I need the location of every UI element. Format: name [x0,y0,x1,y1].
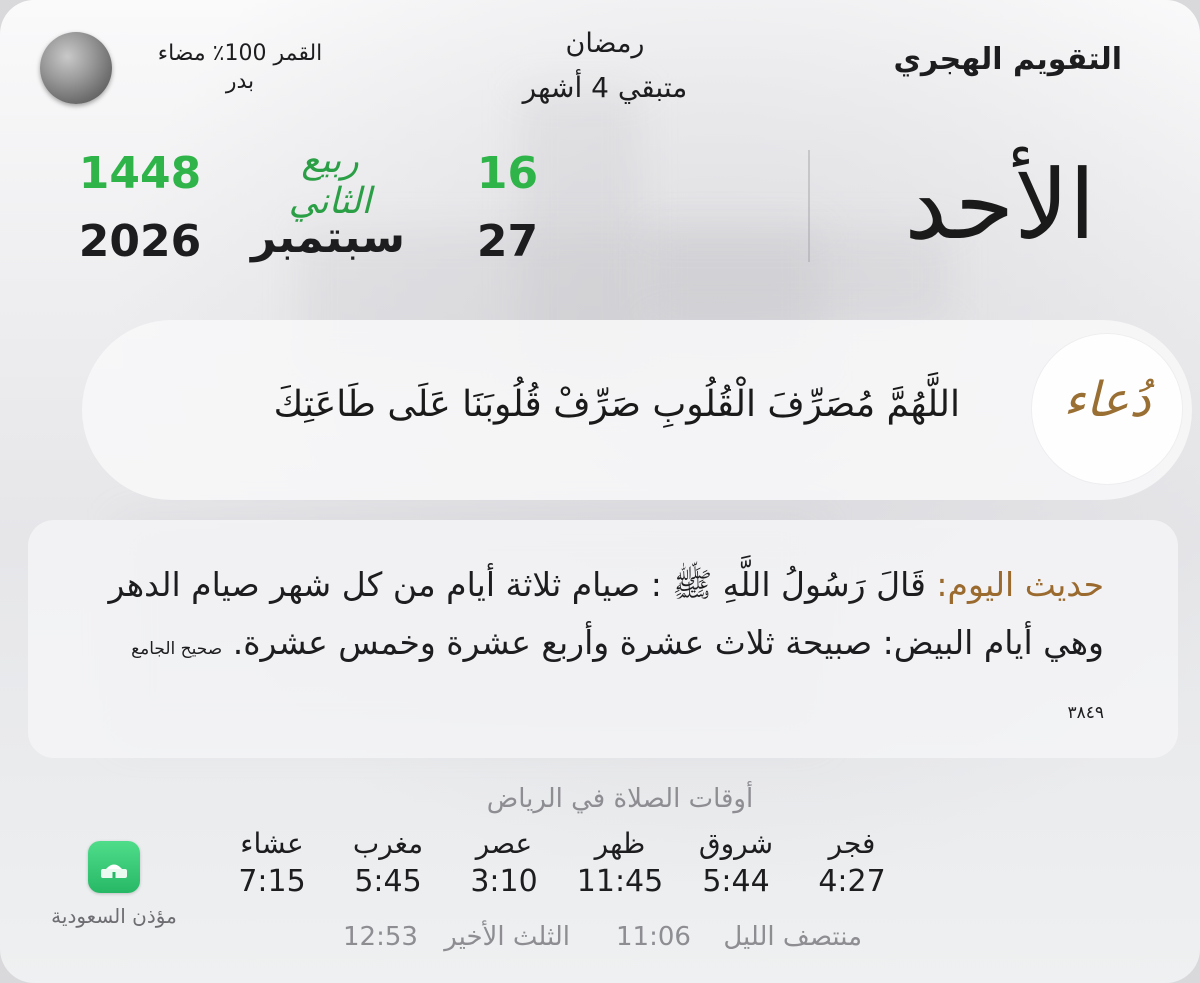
moon-info [140,40,340,96]
hadith-label: حديث اليوم: [936,565,1104,604]
upcoming-month [480,26,730,108]
moon-phase: بدر [225,69,255,94]
prayer-time: 11:45 [576,864,664,899]
gregorian-day: 27 [476,216,539,267]
prayer-name: عشاء [240,827,304,860]
prayer-maghrib [330,826,446,902]
dua-label: دُعاء [1063,372,1151,428]
prayer-dhuhr [562,826,678,902]
moon-illumination: القمر 100٪ مضاء [157,41,323,66]
mosque-icon [98,851,130,883]
prayer-name: شروق [698,827,774,860]
gregorian-month: سبتمبر [250,212,405,263]
prayer-time: 3:10 [470,864,538,899]
last-third-time: 12:53 [343,922,418,952]
prayer-name: ظهر [594,827,646,860]
gregorian-year: 2026 [78,216,202,267]
prayer-name: عصر [475,827,533,860]
prayer-time: 5:45 [354,864,422,899]
moon-icon [40,32,112,104]
prayer-time: 7:15 [238,864,306,899]
prayer-fajr [794,826,910,902]
hijri-month: ربيع الثاني [288,140,372,222]
day-name: الأحد [904,149,1096,261]
hijri-year: 1448 [78,148,202,199]
hadith-reference: صحيح الجامع ٣٨٤٩ [131,639,1104,723]
hijri-day: 16 [476,148,539,199]
hadith-body: صيام ثلاثة أيام من كل شهر صيام الدهر وهي أيام البيض: صبيحة ثلاث عشرة وأربع عشرة وخمس عشرة. [108,565,1104,662]
dua-text: اللَّهُمَّ مُصَرِّفَ الْقُلُوبِ صَرِّفْ قُلُوبَنَا عَلَى طَاعَتِكَ [273,384,960,425]
upcoming-month-name: رمضان [565,28,645,59]
prayer-name: مغرب [352,827,424,860]
midnight-time: 11:06 [616,922,691,952]
widget-title: التقويم الهجري [893,42,1122,77]
prayer-isha [214,826,330,902]
prayer-times-title: أوقات الصلاة في الرياض [486,784,754,814]
prayer-sunrise [678,826,794,902]
prayer-time: 4:27 [818,864,886,899]
hadith-prefix: قَالَ رَسُولُ اللَّهِ ﷺ : [650,565,926,604]
prayer-time: 5:44 [702,864,770,899]
months-remaining: متبقي 4 أشهر [522,71,688,104]
divider [808,150,810,262]
prayer-times-row [214,826,910,902]
midnight-label: منتصف الليل [723,922,862,952]
app-name: مؤذن السعودية [51,904,177,928]
prayer-asr [446,826,562,902]
hadith-text-block [104,556,1104,742]
last-third-label: الثلث الأخير [444,922,570,952]
prayer-name: فجر [828,827,876,860]
